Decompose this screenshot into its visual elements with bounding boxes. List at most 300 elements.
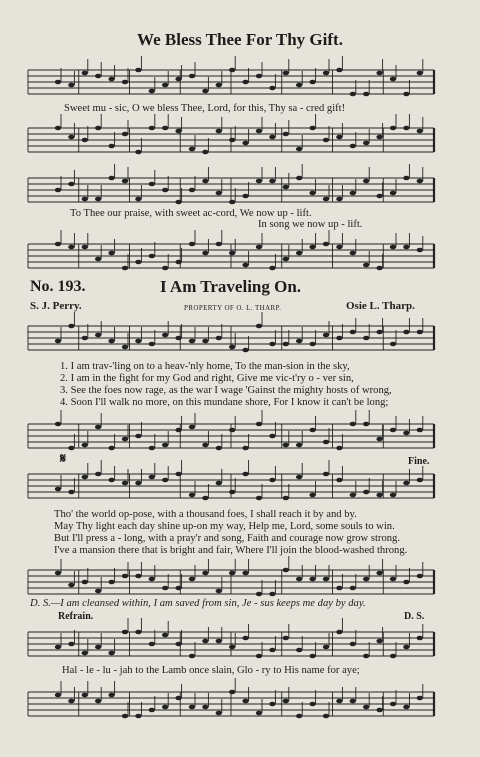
verse-line: 3. See the foes now rage, as the war I wage 'Gainst the mighty hosts of wrong, — [60, 385, 392, 396]
note-head — [68, 699, 74, 704]
note-head — [162, 586, 168, 591]
note-head — [309, 245, 315, 250]
note-head — [323, 645, 329, 650]
note-head — [390, 77, 396, 82]
note-head — [68, 83, 74, 88]
note-head — [390, 245, 396, 250]
note-head — [135, 481, 141, 486]
note-head — [82, 138, 88, 143]
note-head — [55, 80, 61, 85]
note-head — [108, 251, 114, 256]
note-head — [135, 339, 141, 344]
hymn-title-2: I Am Traveling On. — [160, 277, 302, 296]
note-head — [256, 422, 262, 427]
note-head — [122, 345, 128, 350]
note-head — [68, 490, 74, 495]
note-head — [242, 141, 248, 146]
note-head — [229, 68, 235, 73]
note-head — [242, 263, 248, 268]
note-head — [162, 443, 168, 448]
note-head — [309, 342, 315, 347]
note-head — [122, 80, 128, 85]
refrain-label: Refrain. — [58, 611, 94, 622]
note-head — [229, 345, 235, 350]
note-head — [376, 71, 382, 76]
note-head — [162, 126, 168, 131]
note-head — [296, 176, 302, 181]
note-head — [376, 194, 382, 199]
note-head — [55, 126, 61, 131]
note-head — [149, 642, 155, 647]
note-head — [175, 336, 181, 341]
note-head — [229, 690, 235, 695]
note-head — [122, 437, 128, 442]
note-head — [68, 446, 74, 451]
note-head — [269, 342, 275, 347]
note-head — [108, 580, 114, 585]
note-head — [323, 472, 329, 477]
note-head — [216, 481, 222, 486]
note-head — [135, 150, 141, 155]
note-head — [309, 126, 315, 131]
note-head — [363, 92, 369, 97]
note-head — [336, 630, 342, 635]
note-head — [202, 705, 208, 710]
note-head — [68, 135, 74, 140]
note-head — [216, 589, 222, 594]
note-head — [55, 422, 61, 427]
note-head — [296, 339, 302, 344]
note-head — [336, 336, 342, 341]
verse-line: But I'll press a - long, with a pray'r and song, Faith and courage now grow strong. — [54, 533, 400, 544]
note-head — [162, 188, 168, 193]
note-head — [336, 586, 342, 591]
staff-bass-4 — [28, 562, 434, 602]
note-head — [122, 266, 128, 271]
note-head — [108, 176, 114, 181]
staff-treble-5 — [28, 624, 434, 664]
note-head — [350, 493, 356, 498]
note-head — [175, 586, 181, 591]
note-head — [82, 580, 88, 585]
note-head — [390, 493, 396, 498]
note-head — [296, 147, 302, 152]
note-head — [256, 654, 262, 659]
note-head — [242, 636, 248, 641]
note-head — [363, 179, 369, 184]
note-head — [216, 191, 222, 196]
staff-treble-3 — [28, 318, 434, 358]
note-head — [283, 257, 289, 262]
note-head — [403, 126, 409, 131]
note-head — [135, 574, 141, 579]
note-head — [336, 478, 342, 483]
note-head — [269, 86, 275, 91]
note-head — [95, 74, 101, 79]
note-head — [242, 446, 248, 451]
note-head — [202, 89, 208, 94]
note-head — [309, 654, 315, 659]
note-head — [296, 83, 302, 88]
note-head — [202, 571, 208, 576]
note-head — [309, 577, 315, 582]
note-head — [390, 191, 396, 196]
staff-treble-4 — [28, 466, 434, 506]
note-head — [309, 80, 315, 85]
note-head — [135, 434, 141, 439]
note-head — [296, 648, 302, 653]
note-head — [162, 705, 168, 710]
verse-line: 1. I am trav-'ling on to a heav-'nly home, To the man-sion in the sky, — [60, 361, 350, 372]
note-head — [162, 83, 168, 88]
staff-bass-5 — [28, 684, 434, 724]
note-head — [149, 254, 155, 259]
note-head — [376, 437, 382, 442]
copyright: PROPERTY OF O. L. THARP. — [184, 304, 282, 312]
note-head — [149, 342, 155, 347]
note-head — [283, 496, 289, 501]
note-head — [175, 472, 181, 477]
note-head — [256, 711, 262, 716]
note-head — [390, 126, 396, 131]
note-head — [189, 147, 195, 152]
note-head — [149, 475, 155, 480]
note-head — [242, 472, 248, 477]
note-head — [283, 699, 289, 704]
note-head — [256, 324, 262, 329]
note-head — [336, 245, 342, 250]
staff-bass-1 — [28, 120, 434, 160]
note-head — [283, 185, 289, 190]
note-head — [189, 242, 195, 247]
note-head — [189, 74, 195, 79]
note-head — [376, 493, 382, 498]
note-head — [229, 138, 235, 143]
note-head — [149, 577, 155, 582]
note-head — [216, 446, 222, 451]
note-head — [202, 251, 208, 256]
note-head — [376, 708, 382, 713]
note-head — [363, 705, 369, 710]
note-head — [376, 135, 382, 140]
note-head — [403, 705, 409, 710]
note-head — [323, 138, 329, 143]
note-head — [417, 428, 423, 433]
note-head — [417, 696, 423, 701]
note-head — [175, 642, 181, 647]
note-head — [376, 330, 382, 335]
note-head — [363, 263, 369, 268]
note-head — [216, 639, 222, 644]
note-head — [216, 242, 222, 247]
note-head — [108, 77, 114, 82]
note-head — [256, 245, 262, 250]
staff-bass-3 — [28, 416, 434, 456]
note-head — [256, 592, 262, 597]
note-head — [82, 693, 88, 698]
lyric-line: Sweet mu - sic, O we bless Thee, Lord, for this, Thy sa - cred gift! — [64, 103, 346, 114]
note-head — [189, 654, 195, 659]
lyric-line-echo: In song we now up - lift. — [258, 219, 363, 230]
note-head — [336, 135, 342, 140]
hymn-number: No. 193. — [30, 278, 86, 295]
note-head — [216, 129, 222, 134]
note-head — [350, 586, 356, 591]
note-head — [95, 333, 101, 338]
note-head — [108, 478, 114, 483]
staff-treble-2 — [28, 170, 434, 210]
note-head — [135, 260, 141, 265]
note-head — [417, 71, 423, 76]
note-head — [202, 150, 208, 155]
note-head — [417, 129, 423, 134]
note-head — [283, 342, 289, 347]
note-head — [417, 179, 423, 184]
note-head — [229, 200, 235, 205]
verse-line: 2. I am in the fight for my God and right, Give me vic-t'ry o - ver sin, — [60, 373, 354, 384]
note-head — [417, 330, 423, 335]
note-head — [390, 428, 396, 433]
note-head — [256, 74, 262, 79]
fine-mark: Fine. — [408, 456, 430, 467]
note-head — [269, 592, 275, 597]
note-head — [82, 71, 88, 76]
note-head — [309, 428, 315, 433]
note-head — [283, 443, 289, 448]
note-head — [296, 475, 302, 480]
note-head — [229, 428, 235, 433]
note-head — [202, 639, 208, 644]
note-head — [296, 714, 302, 719]
note-head — [336, 699, 342, 704]
note-head — [417, 248, 423, 253]
composer: Osie L. Tharp. — [346, 300, 415, 312]
note-head — [162, 633, 168, 638]
note-head — [108, 446, 114, 451]
note-head — [189, 188, 195, 193]
note-head — [95, 645, 101, 650]
note-head — [216, 336, 222, 341]
note-head — [55, 571, 61, 576]
note-head — [403, 645, 409, 650]
note-head — [175, 428, 181, 433]
note-head — [309, 191, 315, 196]
note-head — [296, 443, 302, 448]
note-head — [149, 446, 155, 451]
note-head — [135, 68, 141, 73]
note-head — [162, 333, 168, 338]
note-head — [350, 251, 356, 256]
note-head — [95, 699, 101, 704]
note-head — [122, 179, 128, 184]
note-head — [323, 714, 329, 719]
note-head — [122, 630, 128, 635]
note-head — [283, 71, 289, 76]
note-head — [55, 645, 61, 650]
note-head — [390, 577, 396, 582]
note-head — [189, 493, 195, 498]
note-head — [363, 336, 369, 341]
verse-line: I've a mansion there that is bright and fair, Where I'll join the blood-washed throng. — [54, 545, 408, 556]
note-head — [376, 571, 382, 576]
note-head — [403, 92, 409, 97]
note-head — [242, 699, 248, 704]
note-head — [323, 333, 329, 338]
note-head — [403, 431, 409, 436]
note-head — [242, 194, 248, 199]
note-head — [363, 654, 369, 659]
note-head — [229, 571, 235, 576]
note-head — [363, 141, 369, 146]
note-head — [68, 642, 74, 647]
note-head — [256, 496, 262, 501]
note-head — [283, 636, 289, 641]
note-head — [149, 708, 155, 713]
note-head — [269, 135, 275, 140]
note-head — [229, 645, 235, 650]
note-head — [350, 699, 356, 704]
author: S. J. Perry. — [30, 300, 82, 312]
note-head — [336, 68, 342, 73]
note-head — [149, 182, 155, 187]
note-head — [68, 182, 74, 187]
note-head — [363, 577, 369, 582]
note-head — [108, 693, 114, 698]
note-head — [175, 696, 181, 701]
note-head — [269, 648, 275, 653]
note-head — [82, 475, 88, 480]
note-head — [256, 129, 262, 134]
note-head — [135, 197, 141, 202]
note-head — [323, 440, 329, 445]
note-head — [162, 478, 168, 483]
note-head — [350, 144, 356, 149]
verse-line: Tho' the world op-pose, with a thousand foes, I shall reach it by and by. — [54, 509, 357, 520]
note-head — [68, 324, 74, 329]
note-head — [149, 126, 155, 131]
note-head — [269, 266, 275, 271]
note-head — [175, 129, 181, 134]
note-head — [269, 702, 275, 707]
lyric-line: To Thee our praise, with sweet ac-cord, We now up - lift. — [70, 208, 312, 219]
note-head — [323, 242, 329, 247]
note-head — [417, 636, 423, 641]
ds-text: D. S.—I am cleansed within, I am saved from sin, Je - sus keeps me day by day. — [30, 598, 366, 609]
note-head — [350, 422, 356, 427]
note-head — [403, 176, 409, 181]
note-head — [175, 200, 181, 205]
note-head — [82, 245, 88, 250]
note-head — [55, 693, 61, 698]
staff-treble-1 — [28, 62, 434, 102]
note-head — [95, 425, 101, 430]
note-head — [283, 568, 289, 573]
ds-mark: D. S. — [404, 611, 425, 622]
note-head — [403, 245, 409, 250]
note-head — [417, 478, 423, 483]
note-head — [216, 83, 222, 88]
note-head — [403, 481, 409, 486]
note-head — [122, 481, 128, 486]
note-head — [108, 651, 114, 656]
note-head — [162, 266, 168, 271]
note-head — [95, 197, 101, 202]
verse-line: 4. Soon I'll walk no more, on this mundane shore, For I know it can't be long; — [60, 397, 389, 408]
note-head — [390, 654, 396, 659]
note-head — [202, 443, 208, 448]
note-head — [350, 191, 356, 196]
note-head — [242, 348, 248, 353]
note-head — [390, 342, 396, 347]
note-head — [403, 330, 409, 335]
note-head — [269, 434, 275, 439]
note-head — [108, 339, 114, 344]
note-head — [189, 577, 195, 582]
note-head — [175, 260, 181, 265]
note-head — [323, 197, 329, 202]
note-head — [296, 577, 302, 582]
note-head — [82, 651, 88, 656]
note-head — [323, 577, 329, 582]
note-head — [376, 266, 382, 271]
note-head — [108, 144, 114, 149]
note-head — [189, 425, 195, 430]
note-head — [122, 132, 128, 137]
note-head — [403, 580, 409, 585]
note-head — [323, 71, 329, 76]
note-head — [68, 583, 74, 588]
note-head — [202, 179, 208, 184]
note-head — [417, 574, 423, 579]
note-head — [68, 245, 74, 250]
note-head — [229, 490, 235, 495]
hymn-title-1: We Bless Thee For Thy Gift. — [137, 30, 343, 49]
note-head — [363, 490, 369, 495]
note-head — [95, 126, 101, 131]
note-head — [55, 188, 61, 193]
note-head — [55, 487, 61, 492]
note-head — [256, 179, 262, 184]
note-head — [202, 339, 208, 344]
note-head — [269, 179, 275, 184]
note-head — [55, 339, 61, 344]
note-head — [189, 705, 195, 710]
note-head — [350, 92, 356, 97]
note-head — [82, 443, 88, 448]
refrain-lyric: Hal - le - lu - jah to the Lamb once slain, Glo - ry to His name for aye; — [62, 665, 360, 676]
note-head — [350, 330, 356, 335]
note-head — [122, 714, 128, 719]
note-head — [95, 472, 101, 477]
note-head — [350, 642, 356, 647]
note-head — [55, 242, 61, 247]
note-head — [149, 89, 155, 94]
note-head — [82, 197, 88, 202]
verse-line: May Thy light each day shine up-on my way, Help me, Lord, some souls to win. — [54, 521, 395, 532]
note-head — [296, 251, 302, 256]
note-head — [309, 493, 315, 498]
note-head — [135, 630, 141, 635]
note-head — [309, 702, 315, 707]
note-head — [336, 446, 342, 451]
note-head — [216, 711, 222, 716]
note-head — [175, 77, 181, 82]
note-head — [242, 80, 248, 85]
note-head — [269, 478, 275, 483]
note-head — [122, 574, 128, 579]
note-head — [135, 714, 141, 719]
note-head — [95, 257, 101, 262]
